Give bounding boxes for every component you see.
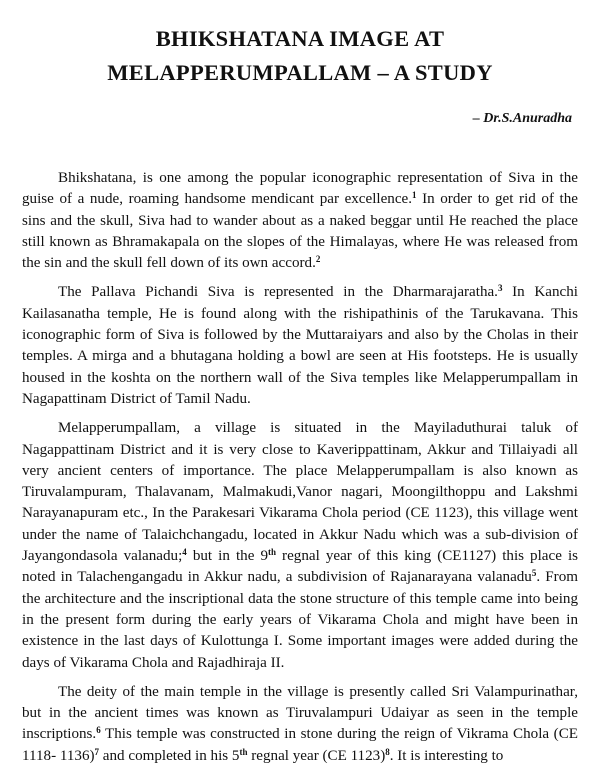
ordinal-suffix: th (239, 746, 248, 757)
footnote-ref: 7 (94, 746, 100, 757)
paragraph-text: . From the architecture and the inscriptional data the stone structure of this temple came into being in the present form during the early years of Vikarama Chola and might have been in existence in the last days of Kulottunga I. Some important images were added during the days of Vikarama Chola and Rajadhiraja II. (22, 569, 578, 671)
footnote-ref: 8 (385, 746, 390, 757)
paragraph-2 (22, 282, 578, 410)
paragraph-text: Bhikshatana, is one among the popular iconographic representation of Siva in the guise of a nude, roaming handsome mendicant par excellence. (22, 170, 578, 208)
article-title (22, 22, 578, 90)
paragraph-text: and completed in his 5 (99, 747, 240, 764)
paragraph-text: regnal year (CE 1123) (247, 747, 386, 764)
title-line-2: MELAPPERUMPALLAM – A STUDY (107, 60, 493, 85)
author-byline: – Dr.S.Anuradha (472, 111, 572, 126)
paragraph-text: The Pallava Pichandi Siva is represented in the Dharmarajaratha. (58, 284, 498, 301)
paragraph-text: . It is interesting to (389, 747, 504, 764)
paragraph-4 (22, 682, 578, 767)
paragraph-text: but in the 9 (186, 548, 268, 565)
footnote-ref: 1 (412, 190, 417, 201)
ordinal-suffix: th (268, 547, 277, 558)
footnote-ref: 4 (182, 547, 187, 558)
paragraph-3 (22, 418, 578, 674)
paragraph-text: Melapperumpallam, a village is situated in the Mayiladuthurai taluk of Nagappattinam District and it is very close to Kaverippattinam, Akkur and Tillaiyadi all very ancient centers of importance. The place Melapperumpallam is also known as Tiruvalampuram, Thalavanam, Malmakudi,Vanor nagari, Moongilthoppu and Lakshmi Narayanapuram etc., In the Parakesari Vikarama Chola period (CE 1123), this village went under the name of Talaichchangadu, located in Akkur Nadu which was a sub-division of Jayangondasola valanadu; (22, 420, 578, 565)
footnote-ref: 2 (315, 254, 321, 265)
title-line-1: BHIKSHATANA IMAGE AT (155, 26, 445, 51)
footnote-ref: 6 (96, 725, 101, 736)
paragraph-text: In Kanchi Kailasanatha temple, He is found along with the rishipathinis of the Tarukavana. This iconographic form of Siva is followed by the Muttaraiyars and also by the Cholas in their temples. A mirga and a bhutagana holding a bowl are seen at His footsteps. He is usually housed in the koshta on the northern wall of the Siva temples like Melapperumpallam in Nagapattinam District of Tamil Nadu. (22, 284, 578, 407)
footnote-ref: 5 (531, 568, 537, 579)
article-body (22, 168, 578, 767)
paragraph-text: regnal year of this king (CE1127) this place is noted in Talachengangadu in Akkur nadu, a subdivision of Rajanarayana valanadu (22, 548, 579, 586)
paragraph-text: The deity of the main temple in the village is presently called Sri Valampurinathar, but in the ancient times was known as Tiruvalampuri Udaiyar as seen in the temple inscriptions. (22, 683, 578, 743)
paragraph-1 (22, 168, 578, 274)
paragraph-text: In order to get rid of the sins and the skull, Siva had to wander about as a naked beggar until He reached the place still known as Bhramakapala on the slopes of the Himalayas, where He was released from the sin and the skull fell down of its own accord. (22, 191, 578, 272)
paragraph-text: This temple was constructed in stone during the reign of Vikrama Chola (CE 1118- 1136) (22, 726, 578, 764)
footnote-ref: 3 (497, 283, 503, 294)
